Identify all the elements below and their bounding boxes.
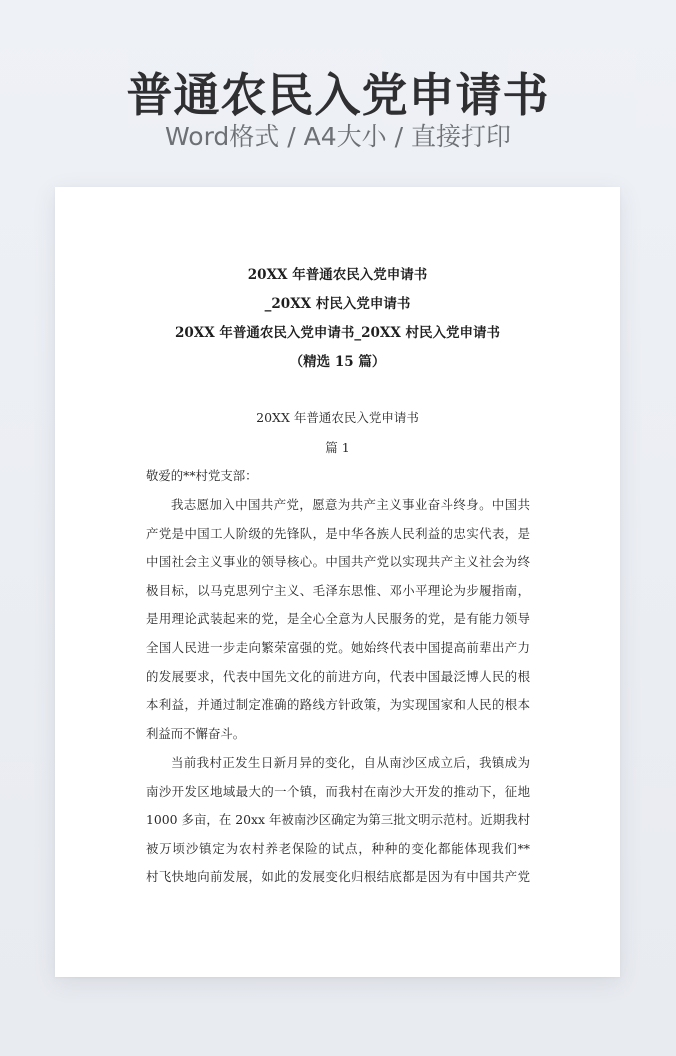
section-title: 20XX 年普通农民入党申请书 bbox=[256, 410, 419, 425]
part-label: 篇 1 bbox=[325, 440, 350, 455]
banner bbox=[0, 0, 676, 180]
banner-title: 普通农民入党申请书 bbox=[126, 68, 550, 122]
paragraph-line: 本利益，并通过制定准确的路线方针政策，为实现国家和人民的根本 bbox=[146, 697, 530, 713]
paragraph-line: 中国社会主义事业的领导核心。中国共产党以实现共产主义社会为终 bbox=[146, 554, 530, 570]
document-page bbox=[55, 187, 620, 977]
document-title-line: _20XX 村民入党申请书 bbox=[264, 296, 411, 312]
paragraph-line: 我志愿加入中国共产党，愿意为共产主义事业奋斗终身。中国共 bbox=[171, 497, 530, 512]
paragraph-line: 1000 多亩，在 20xx 年被南沙区确定为第三批文明示范村。近期我村 bbox=[146, 812, 530, 828]
paragraph-1 bbox=[146, 491, 530, 748]
paragraph-line: 极目标，以马克思列宁主义、毛泽东思惟、邓小平理论为步履指南， bbox=[146, 582, 530, 598]
document-title-line: 20XX 年普通农民入党申请书 bbox=[247, 267, 428, 283]
banner-subtitle: Word格式 / A4大小 / 直接打印 bbox=[165, 122, 511, 151]
paragraph-line: 是用理论武装起来的党，是全心全意为人民服务的党，是有能力领导 bbox=[146, 611, 530, 627]
document-title-line: （精选 15 篇） bbox=[289, 354, 386, 370]
paragraph-line: 被万顷沙镇定为农村养老保险的试点，种种的变化都能体现我们** bbox=[146, 840, 530, 856]
paragraph-line: 南沙开发区地域最大的一个镇，而我村在南沙大开发的推动下，征地 bbox=[146, 783, 530, 799]
paragraph-line: 产党是中国工人阶级的先锋队，是中华各族人民利益的忠实代表，是 bbox=[146, 525, 530, 541]
paragraph-2 bbox=[146, 749, 530, 892]
paragraph-line: 当前我村正发生日新月异的变化，自从南沙区成立后，我镇成为 bbox=[171, 755, 530, 770]
document-title bbox=[55, 261, 620, 377]
paragraph-line: 全国人民进一步走向繁荣富强的党。她始终代表中国提高前辈出产力 bbox=[146, 639, 530, 655]
paragraph-line: 的发展要求，代表中国先文化的前进方向，代表中国最泛博人民的根 bbox=[146, 668, 530, 684]
salutation: 敬爱的**村党支部： bbox=[146, 468, 258, 483]
paragraph-line: 村飞快地向前发展，如此的发展变化归根结底都是因为有中国共产党 bbox=[146, 869, 530, 885]
document-title-line: 20XX 年普通农民入党申请书_20XX 村民入党申请书 bbox=[174, 325, 501, 341]
paragraph-line: 利益而不懈奋斗。 bbox=[146, 725, 246, 741]
